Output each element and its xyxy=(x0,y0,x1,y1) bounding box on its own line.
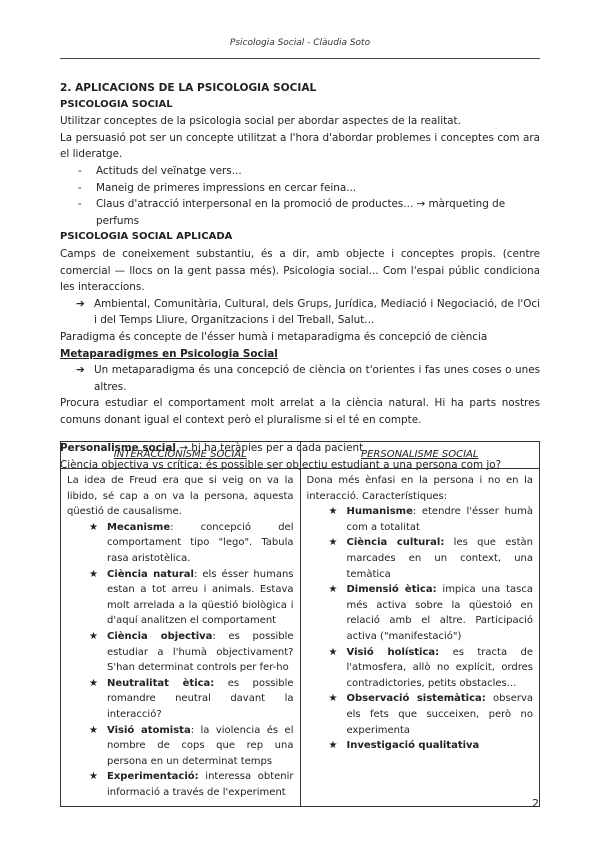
list-item: - Actituds del veïnatge vers... xyxy=(78,163,540,180)
star-icon: ★ xyxy=(89,521,98,533)
star-icon: ★ xyxy=(89,630,98,642)
star-icon: ★ xyxy=(89,677,98,689)
term: Investigació qualitativa xyxy=(346,740,480,752)
star-list-item xyxy=(67,520,294,567)
term: Ciència cultural: xyxy=(346,537,445,549)
arrow-item-text: Un metaparadigma és una concepció de ciència on t'orientes i fas unes coses o unes altres. xyxy=(94,364,540,393)
paragraph: Utilitzar conceptes de la psicologia social per abordar aspectes de la realitat. xyxy=(60,115,461,128)
term: Observació sistemàtica: xyxy=(346,693,486,705)
page-number: 2 xyxy=(532,797,539,810)
page-content xyxy=(60,80,540,474)
personalisme-label: Personalisme social xyxy=(60,442,176,455)
list-item: - Maneig de primeres impressions en cercar feina... xyxy=(78,180,540,197)
term: Humanisme xyxy=(346,506,413,518)
term-description: es possible romandre neutral davant la interacció? xyxy=(107,677,294,720)
star-icon: ★ xyxy=(328,537,338,549)
star-icon: ★ xyxy=(328,693,338,705)
comparison-table xyxy=(60,441,540,807)
star-list-item xyxy=(307,535,534,582)
table-header-row xyxy=(61,442,540,469)
term-description: les que estàn marcades en un context, una temàtica xyxy=(346,537,533,580)
term: Visió atomista xyxy=(107,724,191,736)
table-header-personalisme: PERSONALISME SOCIAL xyxy=(300,442,540,469)
star-list-item xyxy=(307,645,534,692)
psicologia-social-heading: PSICOLOGIA SOCIAL xyxy=(60,98,173,110)
star-icon: ★ xyxy=(328,646,338,658)
star-list-item xyxy=(307,582,534,644)
star-list-item xyxy=(307,504,534,535)
term-description: interessa obtenir informació a través de l'experiment xyxy=(107,771,294,798)
term-description: impica una tasca més activa sobre la qüestoió en relació amb el altre. Participació activa ("manifestació") xyxy=(346,584,533,642)
star-icon: ★ xyxy=(328,740,338,752)
personalisme-rest: → hi ha teràpies per a cada pacient xyxy=(175,442,364,455)
personalisme-cell xyxy=(300,469,540,807)
paragraph: Ciència objectiva vs crítica: és possible ser objectiu estudiant a una persona com jo? xyxy=(60,459,502,472)
term: Visió holística: xyxy=(346,646,440,658)
interaccionisme-cell xyxy=(61,469,301,807)
star-list-item xyxy=(67,723,294,770)
star-icon: ★ xyxy=(89,724,98,736)
star-list-item xyxy=(307,691,534,738)
star-list-item xyxy=(67,567,294,629)
arrow-list-item xyxy=(60,362,540,395)
arrow-icon: ➔ xyxy=(76,297,85,310)
arrow-item-text: Ambiental, Comunitària, Cultural, dels Grups, Jurídica, Mediació i Negociació, de l'Oci i del Temps Lliure, Organitzacions i del Treball, Salut... xyxy=(94,297,540,327)
term: Dimensió ètica: xyxy=(346,584,437,596)
section-title: 2. APLICACIONS DE LA PSICOLOGIA SOCIAL xyxy=(60,82,317,94)
list-item: - Claus d'atracció interpersonal en la promoció de productes... → màrqueting de perfums xyxy=(78,196,540,229)
star-list xyxy=(67,520,294,801)
cell-intro: Dona més ènfasi en la persona i no en la interacció. Característiques: xyxy=(306,475,533,502)
term-description: : concepció del comportament tipo "lego". Tabula rasa aristotèlica. xyxy=(107,521,294,564)
cell-intro: La idea de Freud era que si veig on va la libido, sé cap a on va la persona, aquesta qüestió de causalisme. xyxy=(67,475,294,518)
star-list-item xyxy=(67,769,294,800)
table-header-interaccionisme: INTERACCIONISME SOCIAL xyxy=(61,442,301,469)
term-description: : els ésser humans estan a tot arreu i animals. Estava molt arrelada a la qüestió biològica i d'aquí analitzen el comportament xyxy=(107,568,294,627)
term-description: : etendre l'ésser humà com a totalitat xyxy=(346,506,533,533)
star-list-item xyxy=(307,738,534,754)
term-description: : es possible estudiar a l'humà objectivament? S'han determinat controls per fer-ho xyxy=(107,630,294,674)
header-divider xyxy=(60,58,540,59)
star-icon: ★ xyxy=(89,771,98,783)
paragraph: Camps de coneixement substantiu, és a dir, amb objecte i conceptes propis. (centre comercial — llocs on la gent passa més). Psicologia social... Com l'espai públic condiciona les interaccions. xyxy=(60,247,540,294)
page-header: Psicologia Social - Clàudia Soto xyxy=(229,38,371,48)
arrow-icon: ➔ xyxy=(76,364,85,377)
term-description: : la violencia és el nombre de cops que rep una persona en un determinat temps xyxy=(107,724,294,767)
table-row xyxy=(61,469,540,807)
star-list-item xyxy=(67,629,294,676)
term: Ciència objectiva xyxy=(107,630,213,642)
dash-list xyxy=(60,163,540,229)
star-list-item xyxy=(67,676,294,723)
metaparadigmes-heading: Metaparadigmes en Psicologia Social xyxy=(60,347,278,360)
star-icon: ★ xyxy=(328,506,338,518)
paragraph: La persuasió pot ser un concepte utilitzat a l'hora d'abordar problemes i conceptes com ara el lideratge. xyxy=(60,131,540,161)
aplicada-heading: PSICOLOGIA SOCIAL APLICADA xyxy=(60,231,233,243)
term-description: observa els fets que succeixen, però no experimenta xyxy=(346,693,533,736)
term: Mecanisme xyxy=(107,521,171,533)
star-icon: ★ xyxy=(328,584,338,596)
star-list xyxy=(307,504,534,754)
paragraph: Paradigma és concepte de l'ésser humà i metaparadigma és concepció de ciència xyxy=(60,330,488,343)
term-description: es tracta de l'atmosfera, allò no explícit, ordres contradictories, petits obstacles... xyxy=(346,646,533,689)
term: Ciència natural xyxy=(107,568,194,580)
term: Experimentació: xyxy=(107,771,199,783)
paragraph: Procura estudiar el comportament molt arrelat a la ciència natural. Hi ha parts nostres comuns donant igual el context però el pluralisme si el té en compte. xyxy=(60,397,540,426)
term: Neutralitat ètica: xyxy=(107,677,215,689)
star-icon: ★ xyxy=(89,568,98,580)
arrow-list-item xyxy=(60,296,540,329)
